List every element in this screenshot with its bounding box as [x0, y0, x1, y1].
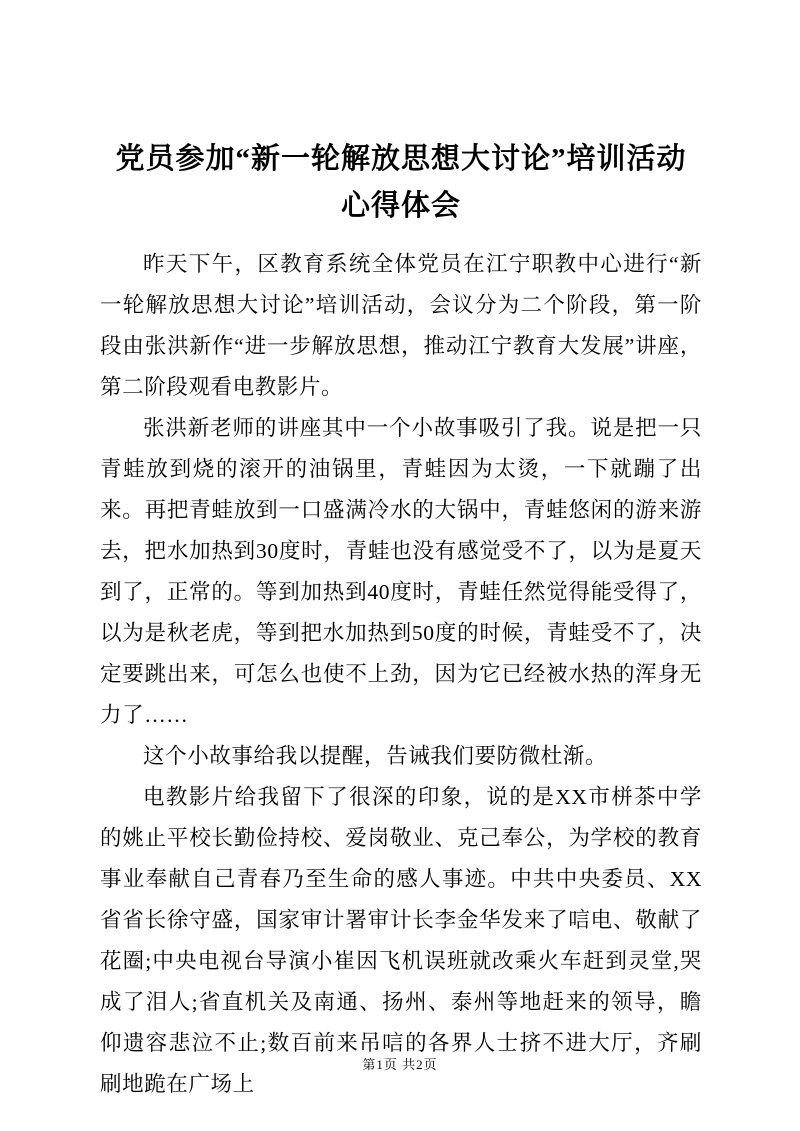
- title-line-1: 党员参加“新一轮解放思想大讨论”培训活动: [115, 143, 687, 175]
- document-title: [100, 136, 702, 230]
- title-line-2: 心得体会: [340, 190, 461, 222]
- paragraph-1: 昨天下午，区教育系统全体党员在江宁职教中心进行“新一轮解放思想大讨论”培训活动，会议分为二个阶段，第一阶段由张洪新作“进一步解放思想，推动江宁教育大发展”讲座，第二阶段观看电教影片。: [100, 252, 702, 399]
- paragraph-3: 这个小故事给我以提醒，告诫我们要防微杜渐。: [143, 744, 608, 768]
- paragraph-2: 张洪新老师的讲座其中一个小故事吸引了我。说是把一只青蛙放到烧的滚开的油锅里，青蛙因为太烫，一下就蹦了出来。再把青蛙放到一口盛满冷水的大锅中，青蛙悠闲的游来游去，把水加热到30度时，青蛙也没有感觉受不了，以为是夏天到了，正常的。等到加热到40度时，青蛙任然觉得能受得了，以为是秋老虎，等到把水加热到50度的时候，青蛙受不了，决定要跳出来，可怎么也使不上劲，因为它已经被水热的浑身无力了……: [100, 416, 702, 727]
- page-footer: [0, 1054, 800, 1073]
- paragraph-4: 电教影片给我留下了很深的印象，说的是XX市栟茶中学的姚止平校长勤俭持校、爱岗敬业、克己奉公，为学校的教育事业奉献自己青春乃至生命的感人事迹。中共中央委员、XX省省长徐守盛，国家审计署审计长李金华发来了唁电、敬献了花圈;中央电视台导演小崔因飞机误班就改乘火车赶到灵堂,哭成了泪人;省直机关及南通、扬州、泰州等地赶来的领导，瞻仰遗容悲泣不止;数百前来吊唁的各界人士挤不进大厅，齐刷刷地跪在广场上: [100, 785, 702, 1096]
- page-indicator: 第1页 共2页: [362, 1057, 438, 1072]
